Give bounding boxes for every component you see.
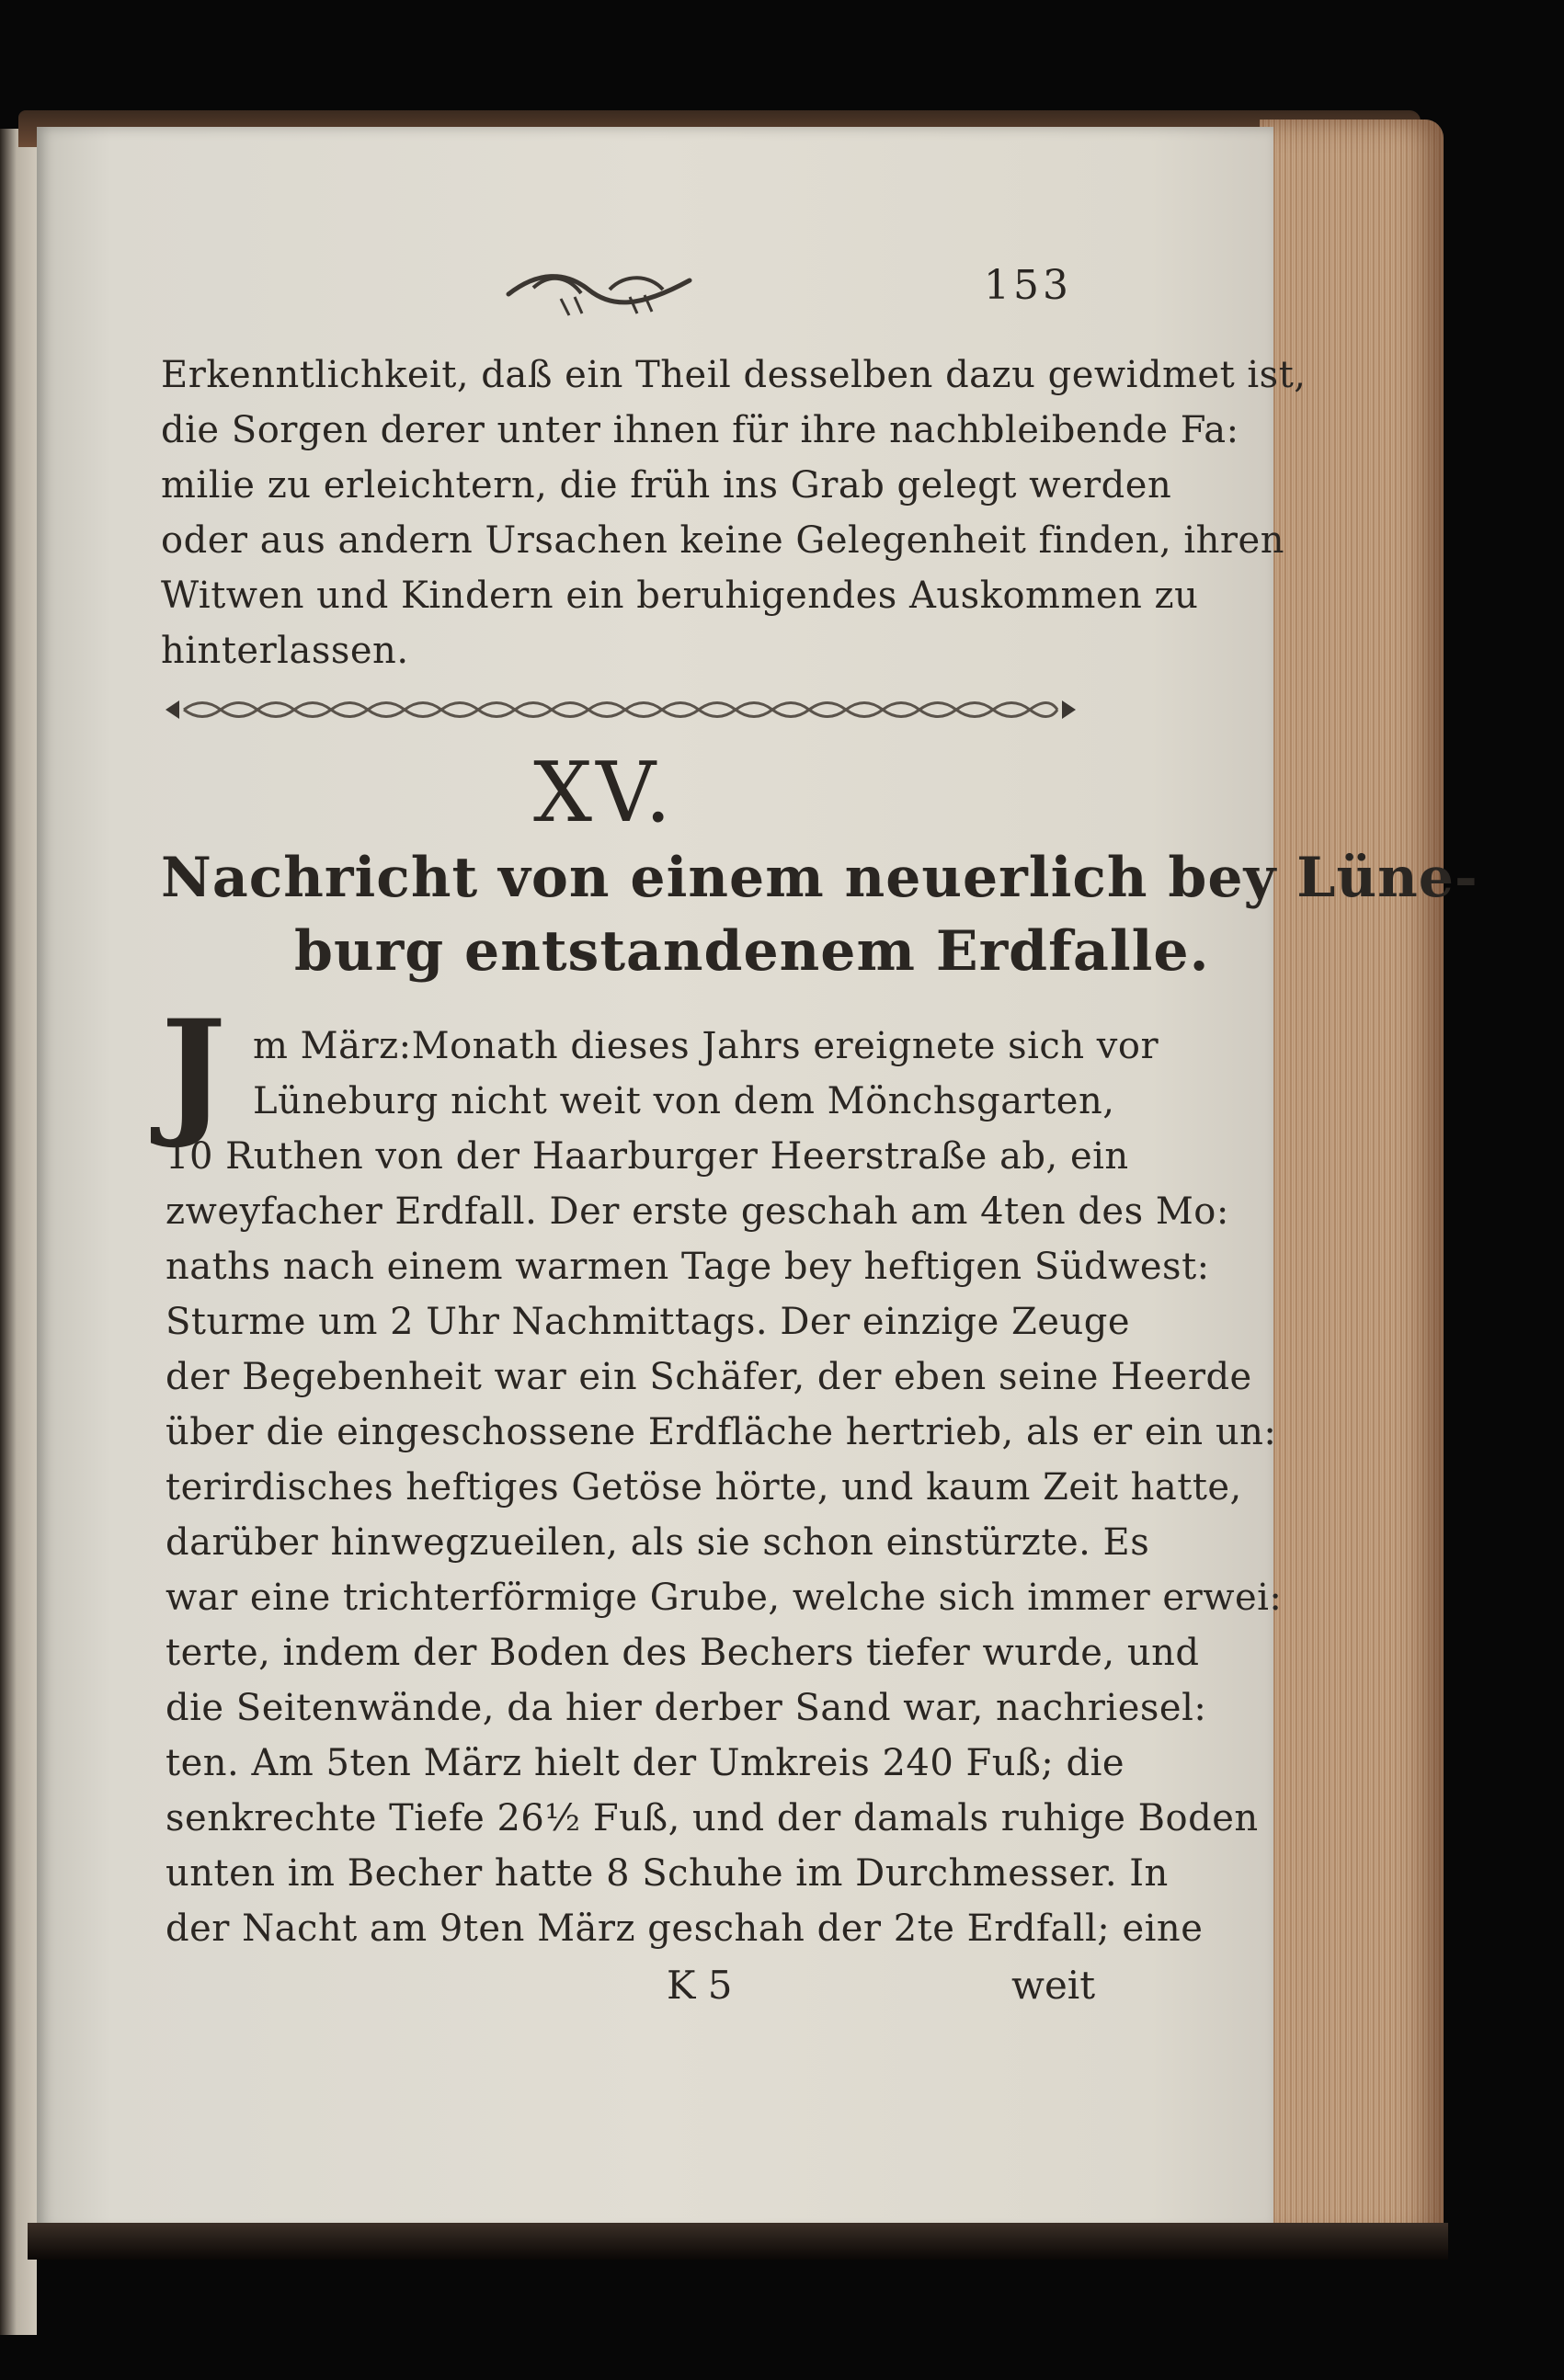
- text-line: naths nach einem warmen Tage bey heftigen Südwest:: [166, 1246, 1210, 1288]
- signature-mark: K 5: [667, 1963, 733, 2008]
- text-line: 10 Ruthen von der Haarburger Heerstraße ab, ein: [166, 1135, 1129, 1178]
- text-line: war eine trichterförmige Grube, welche sich immer erwei:: [166, 1577, 1283, 1619]
- text-line: senkrechte Tiefe 26½ Fuß, und der damals ruhige Boden: [166, 1797, 1259, 1839]
- text-line: milie zu erleichtern, die früh ins Grab gelegt werden: [161, 464, 1172, 507]
- page-number: 153: [984, 262, 1072, 309]
- text-line: oder aus andern Ursachen keine Gelegenheit finden, ihren: [161, 519, 1284, 562]
- bottom-shadow: [28, 2223, 1448, 2260]
- previous-page-edge: [0, 129, 37, 2335]
- text-line: über die eingeschossene Erdfläche hertrieb, als er ein un:: [166, 1411, 1277, 1453]
- text-line: Erkenntlichkeit, daß ein Theil desselben dazu gewidmet ist,: [161, 354, 1307, 396]
- text-line: der Begebenheit war ein Schäfer, der eben seine Heerde: [166, 1356, 1252, 1398]
- text-line: zweyfacher Erdfall. Der erste geschah am 4ten des Mo:: [166, 1190, 1229, 1233]
- section-title-line: burg entstandenem Erdfalle.: [294, 919, 1210, 984]
- text-line: terirdisches heftiges Getöse hörte, und kaum Zeit hatte,: [166, 1466, 1242, 1509]
- text-line: terte, indem der Boden des Bechers tiefer wurde, und: [166, 1632, 1200, 1674]
- text-line: hinterlassen.: [161, 630, 409, 672]
- catchword: weit: [1011, 1963, 1096, 2008]
- header-ornament-icon: [501, 262, 699, 317]
- text-line: ten. Am 5ten März hielt der Umkreis 240 Fuß; die: [166, 1742, 1125, 1784]
- decorative-divider-icon: [161, 696, 1080, 723]
- text-line: der Nacht am 9ten März geschah der 2te Erdfall; eine: [166, 1907, 1204, 1950]
- text-line: Lüneburg nicht weit von dem Mönchsgarten,: [253, 1080, 1115, 1122]
- text-line: darüber hinwegzueilen, als sie schon einstürzte. Es: [166, 1521, 1150, 1564]
- text-line: Witwen und Kindern ein beruhigendes Auskommen zu: [161, 575, 1199, 617]
- text-line: die Seitenwände, da hier derber Sand war, nachriesel:: [166, 1687, 1207, 1729]
- drop-cap: J: [161, 990, 226, 1152]
- text-line: unten im Becher hatte 8 Schuhe im Durchmesser. In: [166, 1852, 1169, 1895]
- text-line: Sturme um 2 Uhr Nachmittags. Der einzige Zeuge: [166, 1301, 1131, 1343]
- page-block-edge: [1260, 120, 1444, 2243]
- section-number: XV.: [533, 745, 675, 841]
- text-line: die Sorgen derer unter ihnen für ihre nachbleibende Fa:: [161, 409, 1239, 451]
- section-title-line: Nachricht von einem neuerlich bey Lüne-: [161, 846, 1478, 910]
- text-line: m März:Monath dieses Jahrs ereignete sich vor: [253, 1025, 1159, 1067]
